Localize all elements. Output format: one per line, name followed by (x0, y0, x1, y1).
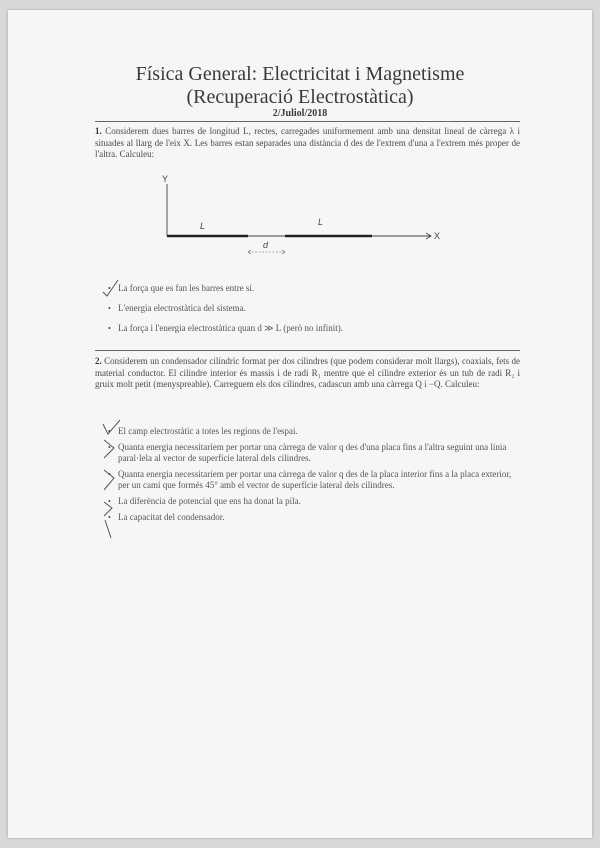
problem2-item-text: La capacitat del condensador. (118, 512, 225, 522)
problem1-item (108, 303, 528, 314)
problem1-statement (95, 126, 520, 161)
divider-top (95, 121, 520, 122)
problem2-list (108, 426, 518, 523)
problem1-list (108, 283, 528, 334)
divider-middle (95, 350, 520, 351)
problem1-item (108, 283, 528, 294)
problem2-text: Considerem un condensador cilíndric format per dos cilindres (que podem considerar molt llargs), coaxials, fets de material conductor. El cilindre interior és massís i de radi R₁ mentre que el cilindre exterior és un tub de radi R₂ i gruix molt petit (menyspreable). Carreguem els dos cilindres, cadascun amb una càrrega Q i −Q. Calculeu: (95, 356, 521, 389)
bullet-icon: • (108, 443, 111, 452)
bullet-icon: • (108, 324, 111, 333)
problem1-item-text: La força que es fan les barres entre sí. (118, 283, 255, 293)
y-axis-label: Y (162, 174, 169, 184)
problem1-item-text: La força i l'energia electrostàtica quan d ≫ L (però no infinit). (118, 323, 343, 333)
problem2-item-text: La diferència de potencial que ens ha donat la pila. (118, 496, 301, 506)
problem1-text: Considerem dues barres de longitud L, rectes, carregades uniformement amb una densitat lineal de càrrega λ i situades al llarg de l'eix X. Les barres estan separades una distància d des de l'extrem d'una a l'extrem més proper de l'altra. Calculeu: (95, 126, 521, 159)
problem2-item-text: El camp electrostàtic a totes les regions de l'espai. (118, 426, 298, 436)
problem2-item (108, 426, 518, 437)
rod-2-label: L (318, 217, 324, 227)
problem1-item-text: L'energia electrostàtica del sistema. (118, 303, 246, 313)
problem2-item (108, 496, 518, 507)
bullet-icon: • (108, 497, 111, 506)
problem2-item-text: Quanta energia necessitaríem per portar una càrrega de valor q des d'una placa fins a l'altra seguint una línia paral·lela al vector de superfície lateral dels cilindres. (118, 442, 507, 463)
problem2-item (108, 442, 518, 464)
x-axis-label: X (434, 231, 441, 241)
bullet-icon: • (108, 427, 111, 436)
gap-label: d (263, 240, 269, 250)
problem2-statement (95, 356, 520, 391)
bullet-icon: • (108, 284, 111, 293)
problem2-number: 2. (95, 356, 102, 366)
problem2-item (108, 512, 518, 523)
bullet-icon: • (108, 470, 111, 479)
problem2-item-text: Quanta energia necessitaríem per portar una càrrega de valor q des de la placa interior fins a la placa exterior, per un camí que formés 45° amb el vector de superfície lateral dels cilindres. (118, 469, 512, 490)
bullet-icon: • (108, 304, 111, 313)
problem1-item (108, 323, 528, 334)
bullet-icon: • (108, 513, 111, 522)
rod-1-label: L (200, 221, 206, 231)
exam-subtitle: (Recuperació Electrostàtica) (186, 86, 414, 108)
problem1-number: 1. (95, 126, 102, 136)
rods-diagram (150, 168, 450, 263)
problem2-item (108, 469, 518, 491)
exam-date: 2/Juliol/2018 (272, 108, 328, 119)
exam-title: Física General: Electricitat i Magnetisme (135, 63, 465, 85)
